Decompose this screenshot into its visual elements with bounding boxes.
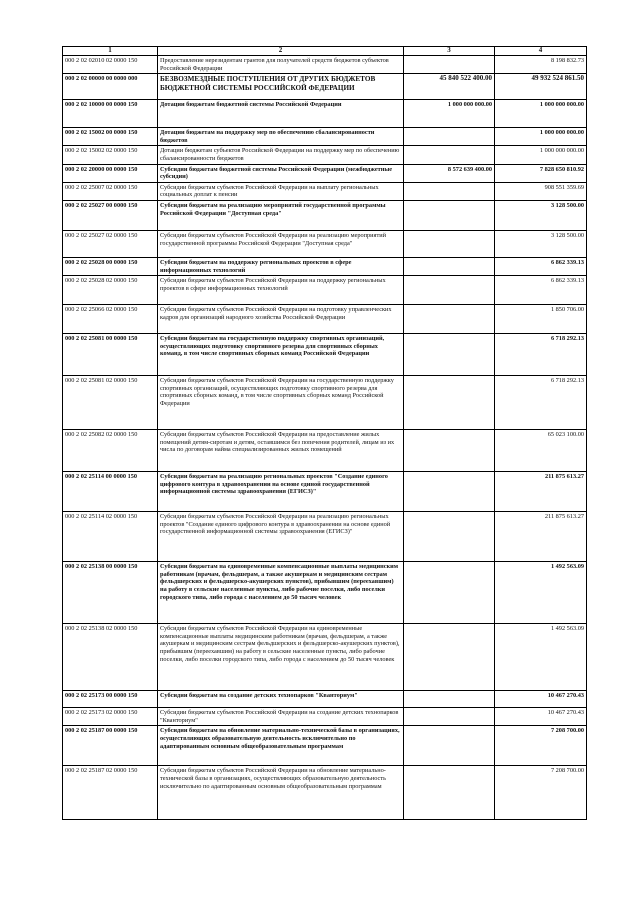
row-col3 bbox=[404, 562, 495, 624]
row-col4: 1 850 706.00 bbox=[495, 305, 587, 334]
row-code: 000 2 02 25173 02 0000 150 bbox=[63, 708, 158, 726]
row-code: 000 2 02 25028 02 0000 150 bbox=[63, 276, 158, 305]
table-row bbox=[63, 624, 587, 691]
row-col4: 7 208 700.00 bbox=[495, 766, 587, 820]
row-col3 bbox=[404, 624, 495, 691]
row-name: Субсидии бюджетам субъектов Российской Федерации на государственную поддержку спортивных организаций, осуществляющих подготовку спортивного резерва для спортивных сборных команд, в том числе спортивных сборных команд Российской Федерации bbox=[158, 376, 404, 430]
row-code: 000 2 02 00000 00 0000 000 bbox=[63, 74, 158, 100]
row-col4: 1 000 000 000.00 bbox=[495, 128, 587, 146]
table-row bbox=[63, 512, 587, 562]
row-name: Субсидии бюджетам на создание детских технопарков "Кванториум" bbox=[158, 691, 404, 708]
header-col-3: 3 bbox=[404, 47, 495, 56]
row-col3 bbox=[404, 276, 495, 305]
table-row bbox=[63, 430, 587, 472]
row-col4: 10 467 270.43 bbox=[495, 708, 587, 726]
row-code: 000 2 02 25081 02 0000 150 bbox=[63, 376, 158, 430]
table-row bbox=[63, 164, 587, 182]
row-col3 bbox=[404, 305, 495, 334]
row-col4: 211 875 613.27 bbox=[495, 512, 587, 562]
row-col3: 1 000 000 000.00 bbox=[404, 100, 495, 128]
table-row bbox=[63, 305, 587, 334]
row-code: 000 2 02 25187 00 0000 150 bbox=[63, 726, 158, 766]
row-name: Субсидии бюджетам на обновление материально-технической базы в организациях, осуществляющих образовательную деятельность исключительно по адаптированным основным общеобразовательным программам bbox=[158, 726, 404, 766]
row-name: Предоставление нерезидентам грантов для получателей средств бюджетов субъектов Российской Федерации bbox=[158, 56, 404, 74]
table-row bbox=[63, 766, 587, 820]
row-col4: 6 718 292.13 bbox=[495, 334, 587, 376]
row-name: Субсидии бюджетам субъектов Российской Федерации на создание детских технопарков "Кванториум" bbox=[158, 708, 404, 726]
row-name: Субсидии бюджетам на реализацию региональных проектов "Создание единого цифрового контура в здравоохранении на основе единой государственной информационной системы здравоохранения (ЕГИСЗ)" bbox=[158, 472, 404, 512]
row-col3 bbox=[404, 691, 495, 708]
row-col3 bbox=[404, 230, 495, 257]
row-code: 000 2 02 25138 00 0000 150 bbox=[63, 562, 158, 624]
row-col3: 8 572 639 400.00 bbox=[404, 164, 495, 182]
table-row bbox=[63, 56, 587, 74]
row-col4: 6 862 339.13 bbox=[495, 276, 587, 305]
row-col4: 211 875 613.27 bbox=[495, 472, 587, 512]
row-code: 000 2 02 25173 00 0000 150 bbox=[63, 691, 158, 708]
table-row bbox=[63, 257, 587, 275]
row-name: Субсидии бюджетам бюджетной системы Российской Федерации (межбюджетные субсидии) bbox=[158, 164, 404, 182]
row-col4: 1 492 563.09 bbox=[495, 624, 587, 691]
table-row bbox=[63, 334, 587, 376]
budget-table bbox=[62, 46, 587, 820]
row-name: Субсидии бюджетам субъектов Российской Федерации на предоставление жилых помещений детям-сиротам и детям, оставшимся без попечения родителей, лицам из их числа по договорам найма специализированных жилых помещений bbox=[158, 430, 404, 472]
row-col4: 1 492 563.09 bbox=[495, 562, 587, 624]
table-row bbox=[63, 128, 587, 146]
table-row bbox=[63, 376, 587, 430]
row-name: Дотации бюджетам бюджетной системы Российской Федерации bbox=[158, 100, 404, 128]
row-code: 000 2 02 25114 00 0000 150 bbox=[63, 472, 158, 512]
row-col4: 3 128 500.00 bbox=[495, 230, 587, 257]
table-row bbox=[63, 276, 587, 305]
table-row bbox=[63, 74, 587, 100]
row-col3 bbox=[404, 128, 495, 146]
row-code: 000 2 02 15002 00 0000 150 bbox=[63, 128, 158, 146]
row-code: 000 2 02 25081 00 0000 150 bbox=[63, 334, 158, 376]
table-row bbox=[63, 726, 587, 766]
row-col4: 6 718 292.13 bbox=[495, 376, 587, 430]
table-row bbox=[63, 100, 587, 128]
table-row bbox=[63, 691, 587, 708]
table-row bbox=[63, 562, 587, 624]
row-col4: 7 208 700.00 bbox=[495, 726, 587, 766]
row-col4: 1 000 000 000.00 bbox=[495, 100, 587, 128]
row-col3 bbox=[404, 376, 495, 430]
row-code: 000 2 02 25007 02 0000 150 bbox=[63, 182, 158, 200]
row-name: Дотации бюджетам субъектов Российской Федерации на поддержку мер по обеспечению сбалансированности бюджетов bbox=[158, 146, 404, 164]
table-row bbox=[63, 182, 587, 200]
row-code: 000 2 02 02010 02 0000 150 bbox=[63, 56, 158, 74]
row-code: 000 2 02 25187 02 0000 150 bbox=[63, 766, 158, 820]
row-col3 bbox=[404, 726, 495, 766]
row-col4: 908 551 359.69 bbox=[495, 182, 587, 200]
row-name: Субсидии бюджетам субъектов Российской Федерации на обновление материально-технической базы в организациях, осуществляющих образовательную деятельность исключительно по адаптированным основным общеобразовательным программам bbox=[158, 766, 404, 820]
row-code: 000 2 02 25028 00 0000 150 bbox=[63, 257, 158, 275]
row-col4: 1 000 000 000.00 bbox=[495, 146, 587, 164]
header-col-4: 4 bbox=[495, 47, 587, 56]
row-name: Субсидии бюджетам на поддержку региональных проектов в сфере информационных технологий bbox=[158, 257, 404, 275]
row-col3 bbox=[404, 512, 495, 562]
row-col4: 65 023 100.00 bbox=[495, 430, 587, 472]
row-col4: 7 828 650 810.92 bbox=[495, 164, 587, 182]
table-row bbox=[63, 230, 587, 257]
row-code: 000 2 02 25027 00 0000 150 bbox=[63, 200, 158, 230]
row-name: Субсидии бюджетам субъектов Российской Федерации на подготовку управленческих кадров для организаций народного хозяйства Российской Федерации bbox=[158, 305, 404, 334]
row-code: 000 2 02 25066 02 0000 150 bbox=[63, 305, 158, 334]
header-col-1: 1 bbox=[63, 47, 158, 56]
row-name: БЕЗВОЗМЕЗДНЫЕ ПОСТУПЛЕНИЯ ОТ ДРУГИХ БЮДЖЕТОВ БЮДЖЕТНОЙ СИСТЕМЫ РОССИЙСКОЙ ФЕДЕРАЦИИ bbox=[158, 74, 404, 100]
row-name: Субсидии бюджетам субъектов Российской Федерации на поддержку региональных проектов в сфере информационных технологий bbox=[158, 276, 404, 305]
row-code: 000 2 02 25082 02 0000 150 bbox=[63, 430, 158, 472]
row-code: 000 2 02 15002 02 0000 150 bbox=[63, 146, 158, 164]
row-code: 000 2 02 25138 02 0000 150 bbox=[63, 624, 158, 691]
row-name: Субсидии бюджетам на государственную поддержку спортивных организаций, осуществляющих подготовку спортивного резерва для спортивных сборных команд, в том числе спортивных сборных команд Российской Федерации bbox=[158, 334, 404, 376]
row-col3 bbox=[404, 430, 495, 472]
row-col3 bbox=[404, 334, 495, 376]
row-col4: 10 467 270.43 bbox=[495, 691, 587, 708]
row-col4: 49 932 524 861.50 bbox=[495, 74, 587, 100]
row-col3 bbox=[404, 200, 495, 230]
row-col3 bbox=[404, 182, 495, 200]
row-name: Субсидии бюджетам субъектов Российской Федерации на единовременные компенсационные выплаты медицинским работникам (врачам, фельдшерам, а также акушеркам и медицинским сестрам фельдшерских и фельдшерско-акушерских пунктов), прибывшим (переехавшим) на работу в сельские населенные пункты, либо рабочие поселки, либо поселки городского типа, либо города с населением до 50 тысяч человек bbox=[158, 624, 404, 691]
row-col3 bbox=[404, 766, 495, 820]
row-name: Субсидии бюджетам субъектов Российской Федерации на выплату региональных социальных доплат к пенсии bbox=[158, 182, 404, 200]
table-header-row bbox=[63, 47, 587, 56]
table-row bbox=[63, 708, 587, 726]
row-col3 bbox=[404, 708, 495, 726]
table-row bbox=[63, 146, 587, 164]
row-name: Субсидии бюджетам на реализацию мероприятий государственной программы Российской Федерации "Доступная среда" bbox=[158, 200, 404, 230]
row-col3 bbox=[404, 472, 495, 512]
row-col3 bbox=[404, 146, 495, 164]
row-name: Субсидии бюджетам субъектов Российской Федерации на реализацию мероприятий государственной программы Российской Федерации "Доступная среда" bbox=[158, 230, 404, 257]
row-col4: 3 128 500.00 bbox=[495, 200, 587, 230]
row-col3 bbox=[404, 257, 495, 275]
row-code: 000 2 02 10000 00 0000 150 bbox=[63, 100, 158, 128]
table-row bbox=[63, 200, 587, 230]
row-code: 000 2 02 25027 02 0000 150 bbox=[63, 230, 158, 257]
row-col4: 6 862 339.13 bbox=[495, 257, 587, 275]
row-name: Субсидии бюджетам субъектов Российской Федерации на реализацию региональных проектов "Создание единого цифрового контура в здравоохранении на основе единой государственной информационной системы здравоохранения (ЕГИСЗ)" bbox=[158, 512, 404, 562]
row-code: 000 2 02 20000 00 0000 150 bbox=[63, 164, 158, 182]
table-row bbox=[63, 472, 587, 512]
row-col3: 45 840 522 400.00 bbox=[404, 74, 495, 100]
row-col3 bbox=[404, 56, 495, 74]
row-col4: 8 198 832.73 bbox=[495, 56, 587, 74]
row-name: Субсидии бюджетам на единовременные компенсационные выплаты медицинским работникам (врачам, фельдшерам, а также акушеркам и медицинским сестрам фельдшерских и фельдшерско-акушерских пунктов), прибывшим (переехавшим) на работу в сельские населенные пункты, либо рабочие поселки, либо поселки городского типа, либо города с населением до 50 тысяч человек bbox=[158, 562, 404, 624]
header-col-2: 2 bbox=[158, 47, 404, 56]
row-name: Дотации бюджетам на поддержку мер по обеспечению сбалансированности бюджетов bbox=[158, 128, 404, 146]
row-code: 000 2 02 25114 02 0000 150 bbox=[63, 512, 158, 562]
